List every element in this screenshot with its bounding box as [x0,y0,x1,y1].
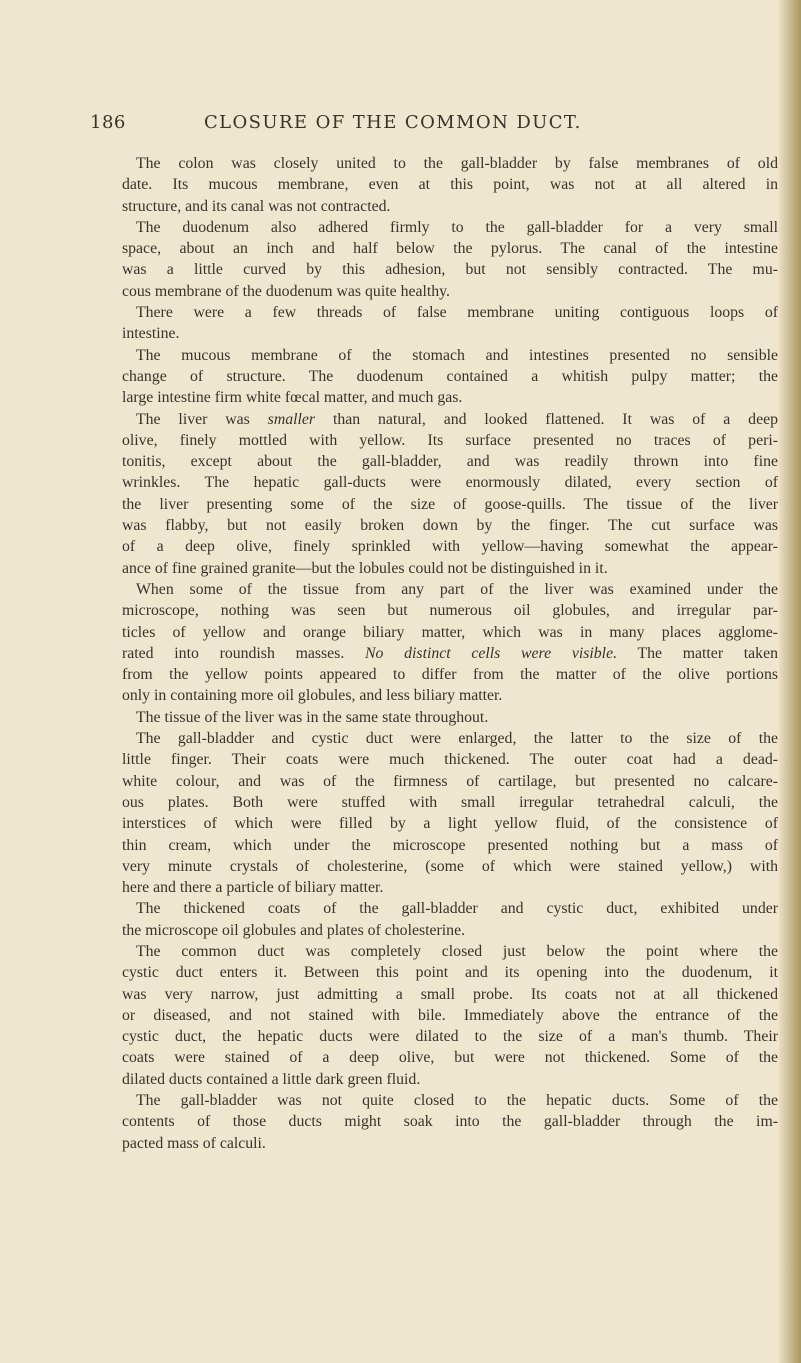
text-line: rated into roundish masses. No distinct cells were visible. The matter taken [122,644,778,662]
text-line: wrinkles. The hepatic gall-ducts were enormously dilated, every section of [122,474,778,492]
paragraph [122,898,778,941]
text-line: structure, and its canal was not contracted. [122,197,391,215]
text-line: little finger. Their coats were much thickened. The outer coat had a dead- [122,751,778,769]
paragraph [122,728,778,898]
text-line: The gall-bladder and cystic duct were enlarged, the latter to the size of the [136,730,778,748]
text-line: When some of the tissue from any part of the liver was examined under the [136,580,778,598]
text-line: The duodenum also adhered firmly to the gall-bladder for a very small [136,218,778,236]
text-line: ance of fine grained granite—but the lobules could not be distinguished in it. [122,559,608,577]
text-line: interstices of which were filled by a light yellow fluid, of the consistence of [122,815,778,833]
text-line: The thickened coats of the gall-bladder and cystic duct, exhibited under [136,900,778,918]
text-line: coats were stained of a deep olive, but were not thickened. Some of the [122,1049,778,1067]
text-line: was very narrow, just admitting a small probe. Its coats not at all thickened [122,985,778,1003]
paragraph [122,153,778,217]
text-line: the liver presenting some of the size of goose-quills. The tissue of the liver [122,495,778,513]
paragraph [122,707,778,728]
paragraph [122,941,778,1090]
text-line: or diseased, and not stained with bile. Immediately above the entrance of the [122,1006,778,1024]
text-line: ous plates. Both were stuffed with small irregular tetrahedral calculi, the [122,793,778,811]
text-line: large intestine firm white fœcal matter, and much gas. [122,389,463,407]
paragraph [122,302,778,345]
text-line: only in containing more oil globules, and less biliary matter. [122,687,503,705]
text-line: from the yellow points appeared to differ from the matter of the olive portions [122,666,778,684]
text-line: The tissue of the liver was in the same state throughout. [136,708,489,726]
text-line: cystic duct, the hepatic ducts were dilated to the size of a man's thumb. Their [122,1028,778,1046]
paragraph [122,579,778,707]
text-line: The mucous membrane of the stomach and intestines presented no sensible [136,346,778,364]
text-line: The gall-bladder was not quite closed to the hepatic ducts. Some of the [136,1092,778,1110]
text-line: The colon was closely united to the gall-bladder by false membranes of old [136,155,778,172]
text-line: cous membrane of the duodenum was quite healthy. [122,282,450,300]
paragraph [122,217,778,302]
text-line: The common duct was completely closed just below the point where the [136,942,778,960]
text-line: The liver was smaller than natural, and looked flattened. It was of a deep [136,410,778,428]
text-line: the microscope oil globules and plates of cholesterine. [122,921,466,939]
text-line: tonitis, except about the gall-bladder, and was readily thrown into fine [122,453,778,471]
text-line: dilated ducts contained a little dark green fluid. [122,1070,421,1088]
text-line: intestine. [122,325,180,343]
page-header [0,112,760,142]
text-line: change of structure. The duodenum contained a whitish pulpy matter; the [122,367,778,385]
emphasis-smaller: smaller [249,410,333,428]
emphasis-no-distinct-cells: No distinct cells were visible. [364,644,618,662]
paragraph [122,409,778,579]
body-text [122,153,778,1154]
text-line: pacted mass of calculi. [122,1134,266,1152]
text-line: date. Its mucous membrane, even at this point, was not at all altered in [122,176,778,194]
text-line: of a deep olive, finely sprinkled with yellow—having somewhat the appear- [122,538,778,556]
text-line: was flabby, but not easily broken down by the finger. The cut surface was [122,517,778,535]
text-line: cystic duct enters it. Between this point and its opening into the duodenum, it [122,964,778,982]
text-line: very minute crystals of cholesterine, (some of which were stained yellow,) with [122,857,778,875]
text-line: There were a few threads of false membrane uniting contiguous loops of [136,304,778,322]
text-line: olive, finely mottled with yellow. Its surface presented no traces of peri- [122,431,778,449]
running-title: CLOSURE OF THE COMMON DUCT. [204,112,582,133]
text-line: here and there a particle of biliary matter. [122,879,384,897]
paragraph [122,1090,778,1154]
text-line: ticles of yellow and orange biliary matter, which was in many places agglome- [122,623,778,641]
page-edge-shadow [779,0,801,1363]
page-number: 186 [90,112,126,133]
text-line: microscope, nothing was seen but numerous oil globules, and irregular par- [122,602,778,620]
text-line: contents of those ducts might soak into the gall-bladder through the im- [122,1113,778,1131]
text-line: white colour, and was of the firmness of cartilage, but presented no calcare- [122,772,778,790]
text-line: space, about an inch and half below the pylorus. The canal of the intestine [122,240,778,258]
paragraph [122,345,778,409]
text-line: thin cream, which under the microscope presented nothing but a mass of [122,836,778,854]
text-line: was a little curved by this adhesion, but not sensibly contracted. The mu- [122,261,778,279]
